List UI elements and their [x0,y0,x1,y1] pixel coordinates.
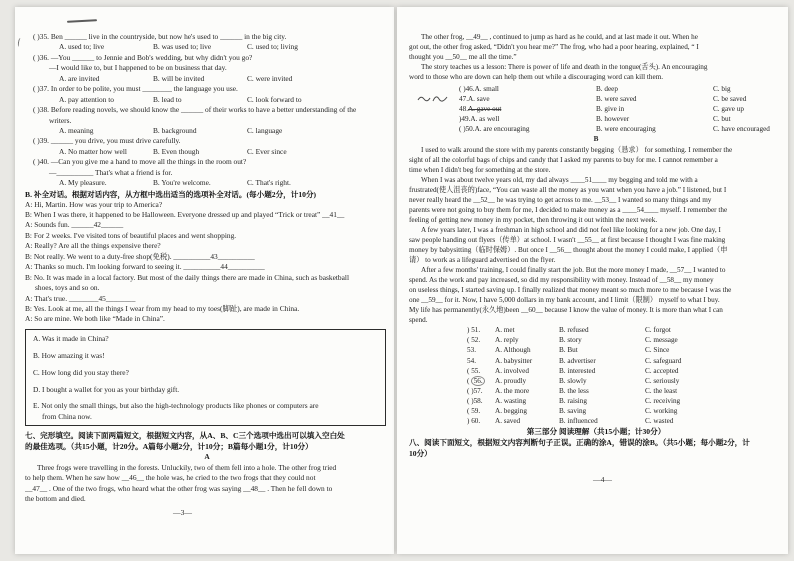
exam-page-left [15,7,394,554]
option-c: C. wasted [645,416,674,425]
dialogue-line: B: When I was there, it happened to be Halloween. Everyone dressed up and played “Trick or treat” __41__ [25,210,345,219]
option-a: A. are invited [59,73,100,83]
option-b: B. were encouraging [596,125,656,134]
dialogue-line: B: Yes. Look at me, all the things I wear from my head to my toes(脚趾), are made in China. [25,303,300,313]
option-a: A. gave out [467,105,502,114]
option-b: B. deep [596,85,618,94]
option-prefix: ) 51. [467,326,481,335]
cloze-options-56 [409,376,783,386]
mcq-question-40: ( )40. —Can you give me a hand to move all the things in the room out? [33,157,247,167]
passage-line: spend. [409,316,428,325]
mcq-options-38 [25,126,389,136]
box-option-e-line2: from China now. [42,411,92,421]
passage-line: spend. As the work and pay increased, so did my responsibility with money. Instead of __58__ my money [409,276,714,285]
mcq-question-38-line2: writers. [49,115,72,125]
option-b: B. was used to; live [153,42,212,52]
cloze-options-59 [409,406,783,416]
passage-line: the bottom and died. [25,494,86,503]
option-c: C. Since [645,346,670,355]
option-a: A. proudly [495,376,527,385]
option-prefix: ( )58. [467,396,483,405]
option-b: B. lead to [153,94,182,104]
option-b: B. refused [559,326,589,335]
passage-line: __47__ . One of the two frogs, who heard what the other frog was saying __48__ . Then he fell down to [25,483,333,493]
option-prefix: ( )46. [459,85,475,94]
page-number-right: —4— [593,475,612,484]
passage-line: saw people handing out flyers（传单）at school. I wasn't __55__ at first because I thought I was fine making [409,235,726,244]
option-c: C. Ever since [247,146,287,156]
cloze-options-53 [409,345,783,355]
option-prefix: )49. [459,115,471,124]
option-b: B. But [559,346,578,355]
option-b: B. interested [559,366,596,375]
box-option-a: A. Was it made in China? [33,333,109,343]
option-c: C. be saved [713,95,747,104]
cloze-options-46 [409,84,783,94]
section-7-heading-line2: 的最佳选项。（共15小题，计20分。A篇每小题2分，计10分；B篇每小题1分，计10分） [25,442,313,452]
box-option-d: D. I bought a wallet for you as your birthday gift. [33,384,180,394]
option-c: C. gave up [713,105,744,114]
option-a: A. pay attention to [59,94,115,104]
option-b: B. the less [559,386,589,395]
mcq-question-36-line2: —I would like to, but I happened to be on business that day. [49,63,227,73]
option-b: B. influenced [559,416,598,425]
mcq-question-36: ( )36. —You ______ to Jennie and Bob's wedding, but why didn't you go? [33,52,253,62]
option-c: C. have encouraged [713,125,770,134]
option-b: B. give in [596,105,625,114]
option-a: A. involved [495,366,529,375]
option-c: C. working [645,406,678,415]
option-b: B. slowly [559,376,587,385]
mcq-question-40-line2: —__________ That's what a friend is for. [49,167,173,177]
option-a: A. are encouraging [474,125,530,134]
cloze-options-48 [409,104,783,114]
passage-line: to help them. When he saw how __46__ the hole was, he cried to the two frogs that they could not [25,473,316,483]
mcq-question-38: ( )38. Before reading novels, we should know the ______ of their works to have a better understanding of the [33,105,357,115]
option-b: B. saving [559,406,587,415]
passage-line: one __59__ for it. Now, I have 5,000 dollars in my bank account, and I limit（限制） myself to what I buy. [409,296,720,305]
option-b: B. Even though [153,146,200,156]
option-prefix: ( 59. [467,406,481,415]
option-c: C. but [713,115,731,124]
option-c: C. language [247,125,283,135]
option-a: A. wasting [495,396,527,405]
cloze-options-50 [409,124,783,134]
dialogue-line: shoes, toys and so on. [35,283,100,293]
dialogue-line: A: Thanks so much. I'm looking forward to seeing it. __________44__________ [25,262,265,272]
dialogue-line: B: For 2 weeks. I've visited tons of beautiful places and went shopping. [25,230,237,240]
mcq-question-37: ( )37. In order to be polite, you must ________ the language you use. [33,84,238,94]
passage-line: 请） to work as a lifeguard advertised on the flyer. [409,256,556,265]
option-a: A. as well [470,115,500,124]
option-prefix: 54. [467,356,476,365]
passage-line: on useless things, I started saving up. I finally realized that money meant so much more to me because I was the [409,286,732,295]
option-a: A. small [474,85,499,94]
cloze-options-47 [409,94,783,104]
option-c: C. safeguard [645,356,682,365]
option-a: A. meaning [59,125,94,135]
option-b: B. raising [559,396,587,405]
mcq-question-35: ( )35. Ben ______ live in the countryside, but now he's used to ______ in the big city. [33,32,287,41]
option-a: A. My pleasure. [59,178,107,188]
option-a: A. babysitter [495,356,533,365]
cloze-options-58 [409,396,783,406]
option-b: B. will be invited [153,73,205,83]
passage-line: sight of all the colorful bags of chips and candy that I asked my parents to buy for me. I cannot remember a [409,155,718,164]
option-c: C. big [713,85,731,94]
option-prefix: 53. [467,346,476,355]
option-a: A. the more [495,386,530,395]
mcq-options-35 [25,42,389,52]
passage-b-label: B [593,135,599,144]
passage-line: My life has permanently(永久地)been __60__ because I know the value of money. It is more than what I can [409,306,723,315]
passage-line: A few years later, I was a freshman in high school and did not feel like looking for a new job. One day, I [421,225,721,234]
option-b: B. background [153,125,197,135]
option-prefix: ( 56. [467,376,495,386]
section-7-heading-line1: 七、完形填空。阅读下面两篇短文，根据短文内容，从A、B、C三个选项中选出可以填入空白处 [25,431,345,441]
cloze-options-52 [409,335,783,345]
mcq-options-40 [25,178,389,188]
passage-line: money by babysitting（临时保姆）. But once I __56__ thought about the money I could make, I applied（申 [409,245,728,254]
box-option-b: B. How amazing it was! [33,350,105,360]
part-3-heading: 第三部分 阅读理解（共15小题；计30分） [526,426,666,436]
passage-a-label: A [204,452,210,462]
dialogue-line: A: Really? Are all the things expensive there? [25,241,161,251]
option-c: C. message [645,336,678,345]
option-c: C. receiving [645,396,681,405]
passage-line: The story teaches us a lesson: There is power of life and death in the tongue(舌头). An encouraging [421,63,708,72]
dialogue-line: A: Sounds fun. ______42______ [25,220,124,230]
box-option-c: C. How long did you stay there? [33,367,129,377]
section-8-heading-line1: 八、阅读下面短文，根据短文内容判断句子正误。正确的涂A，错误的涂B。（共5小题；每小题2分，计 [409,437,750,447]
option-a: A. used to; live [59,42,105,52]
option-b: B. were saved [596,95,637,104]
passage-line: Three frogs were travelling in the forests. Unluckily, two of them fell into a hole. The other frog tried [37,462,337,472]
cloze-options-57 [409,386,783,396]
option-b: B. story [559,336,582,345]
mcq-options-36 [25,74,389,84]
option-c: C. were invited [247,73,293,83]
option-a: A. save [467,95,490,104]
option-c: C. That's right. [247,178,291,188]
option-c: C. accepted [645,366,679,375]
option-prefix: 48. [459,105,468,114]
dialogue-line: B: Not really. We went to a duty-free shop(免税). __________43__________ [25,251,255,261]
option-c: C. look forward to [247,94,302,104]
dialogue-options-box [25,329,386,426]
passage-line: time when I didn't beg for something at the store. [409,165,551,174]
dialogue-line: A: That's true. ________45________ [25,293,136,303]
passage-line: When I was about twelve years old, my dad always ____51____ my begging and told me with a [421,175,698,184]
mcq-options-39 [25,147,389,157]
passage-line: got out, the other frog asked, “Didn't you hear me?” The frog, who had a poor hearing, explained, “ I [409,43,699,52]
option-a: A. begging [495,406,527,415]
option-prefix: ( 55. [467,366,481,375]
passage-line: parents were not going to buy them for me, I decided to make money as a ____54____ myself. I remember the [409,205,728,214]
passage-line: frustrated(使人沮丧的)face, “You can waste all the money as you want when you have a job.” I listened, but I [409,185,727,194]
handwriting-circle: 56. [471,376,485,386]
box-option-e: E. Not only the small things, but also the high-technology products like phones or computers are [33,401,319,411]
option-b: B. however [596,115,630,124]
cloze-options-60 [409,416,783,426]
option-b: B. You're welcome. [153,178,211,188]
exam-page-right [397,7,788,554]
option-prefix: ( 52. [467,336,481,345]
passage-line: word to those who are down can help them out while a discouraging word can kill them. [409,73,664,82]
option-a: A. reply [495,336,519,345]
option-a: A. saved [495,416,521,425]
passage-line: never really heard the __52__ he was trying to get across to me. __53__ I wanted so many things and my [409,195,712,204]
mcq-question-39: ( )39. ______ you drive, you must drive carefully. [33,136,181,146]
option-c: C. the least [645,386,678,395]
page-number-left: —3— [173,508,192,517]
cloze-options-55 [409,366,783,376]
option-c: C. used to; living [247,42,298,52]
option-a: A. No matter how well [59,146,127,156]
option-c: C. seriously [645,376,680,385]
passage-line: I used to walk around the store with my parents constantly begging（恳求） for something. I remember the [421,145,733,154]
option-prefix: ) 60. [467,416,481,425]
passage-line: thought you __50__ me all the time.” [409,53,517,62]
option-b: B. advertiser [559,356,596,365]
option-prefix: ( )50. [459,125,475,134]
cloze-options-49 [409,114,783,124]
mcq-options-37 [25,95,389,105]
dialogue-line: B: No. It was made in a local factory. But most of the daily things there are made in China, such as basketball [25,272,350,282]
option-c: C. forgot [645,326,671,335]
option-a: A. met [495,326,515,335]
option-prefix: 47. [459,95,468,104]
option-prefix: ( )57. [467,386,483,395]
passage-line: feeling of getting new money in my pocket, then throwing it out within the next week. [409,215,658,224]
cloze-options-51 [409,325,783,335]
section-8-heading-line2: 10分） [409,448,432,458]
passage-line: After a few months' training, I could finally start the job. But the more money I made, __57__ I wanted to [421,266,726,275]
option-a: A. Although [495,346,531,355]
dialogue-line: A: Hi, Martin. How was your trip to America? [25,199,163,209]
passage-line: The other frog, __49__ , continued to jump as hard as he could, and at last made it out. When he [421,33,698,41]
dialogue-line: A: So are mine. We both like “Made in China”. [25,314,165,324]
handwriting-scribble [417,94,449,103]
section-b-heading: B. 补全对话。根据对话内容，从方框中选出适当的选项补全对话。(每小题2分，计10分) [25,189,317,199]
cloze-options-54 [409,356,783,366]
